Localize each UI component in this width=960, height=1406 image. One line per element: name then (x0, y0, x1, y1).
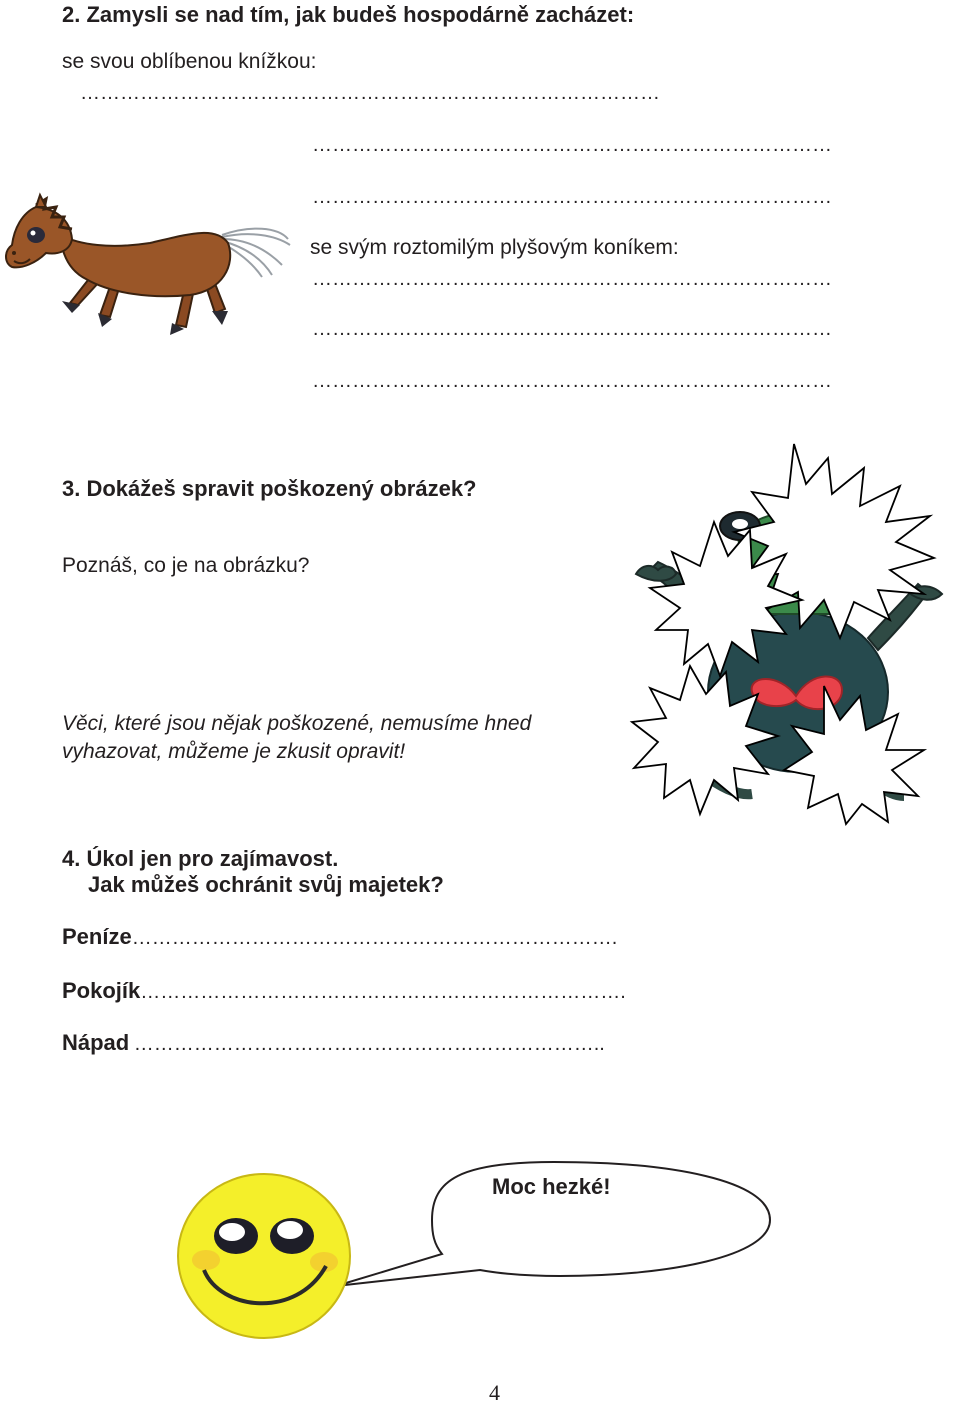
answer-line-book-3[interactable]: …………………………………………………………………… (312, 186, 832, 208)
smiley-face-drawing-icon (176, 1170, 352, 1340)
answer-line-room[interactable]: ………………………………………………………………. (140, 981, 626, 1003)
task4-heading-line-2: Jak můžeš ochránit svůj majetek? (88, 872, 444, 897)
answer-line-book-1[interactable]: …………………………………………………………………………… (80, 82, 660, 104)
book-prompt: se svou oblíbenou knížkou: (62, 50, 317, 73)
task4-heading-line-1: 4. Úkol jen pro zajímavost. (62, 846, 339, 871)
task3-note-line-1: Věci, které jsou nějak poškozené, nemusíme hned (62, 712, 532, 735)
answer-label-money: Peníze (62, 924, 132, 949)
answer-line-money[interactable]: ………………………………………………………………. (131, 927, 618, 949)
answer-row-idea (62, 1030, 605, 1056)
task3-note-line-2: vyhazovat, můžeme je zkusit opravit! (62, 740, 406, 763)
answer-row-money (62, 924, 617, 950)
frog-drawing-icon (628, 424, 960, 824)
answer-line-horse-2[interactable]: …………………………………………………………………… (312, 318, 832, 340)
task2-heading: 2. Zamysli se nad tím, jak budeš hospodárně zacházet: (62, 2, 635, 27)
task3-question: Poznáš, co je na obrázku? (62, 554, 310, 577)
answer-label-idea: Nápad (62, 1030, 130, 1055)
answer-row-room (62, 978, 626, 1004)
task3-heading: 3. Dokážeš spravit poškozený obrázek? (62, 476, 477, 501)
answer-line-horse-1[interactable]: …………………………………………………………………… (312, 268, 832, 290)
answer-line-book-2[interactable]: …………………………………………………………………… (312, 134, 832, 156)
page-number: 4 (489, 1380, 500, 1405)
horse-drawing-icon (0, 195, 300, 345)
speech-bubble-text: Moc hezké! (492, 1174, 611, 1199)
answer-line-horse-3[interactable]: …………………………………………………………………… (312, 370, 832, 392)
horse-prompt: se svým roztomilým plyšovým koníkem: (310, 236, 679, 259)
answer-line-idea[interactable]: …………………………………………………………….. (133, 1033, 605, 1055)
answer-label-room: Pokojík (62, 978, 141, 1003)
